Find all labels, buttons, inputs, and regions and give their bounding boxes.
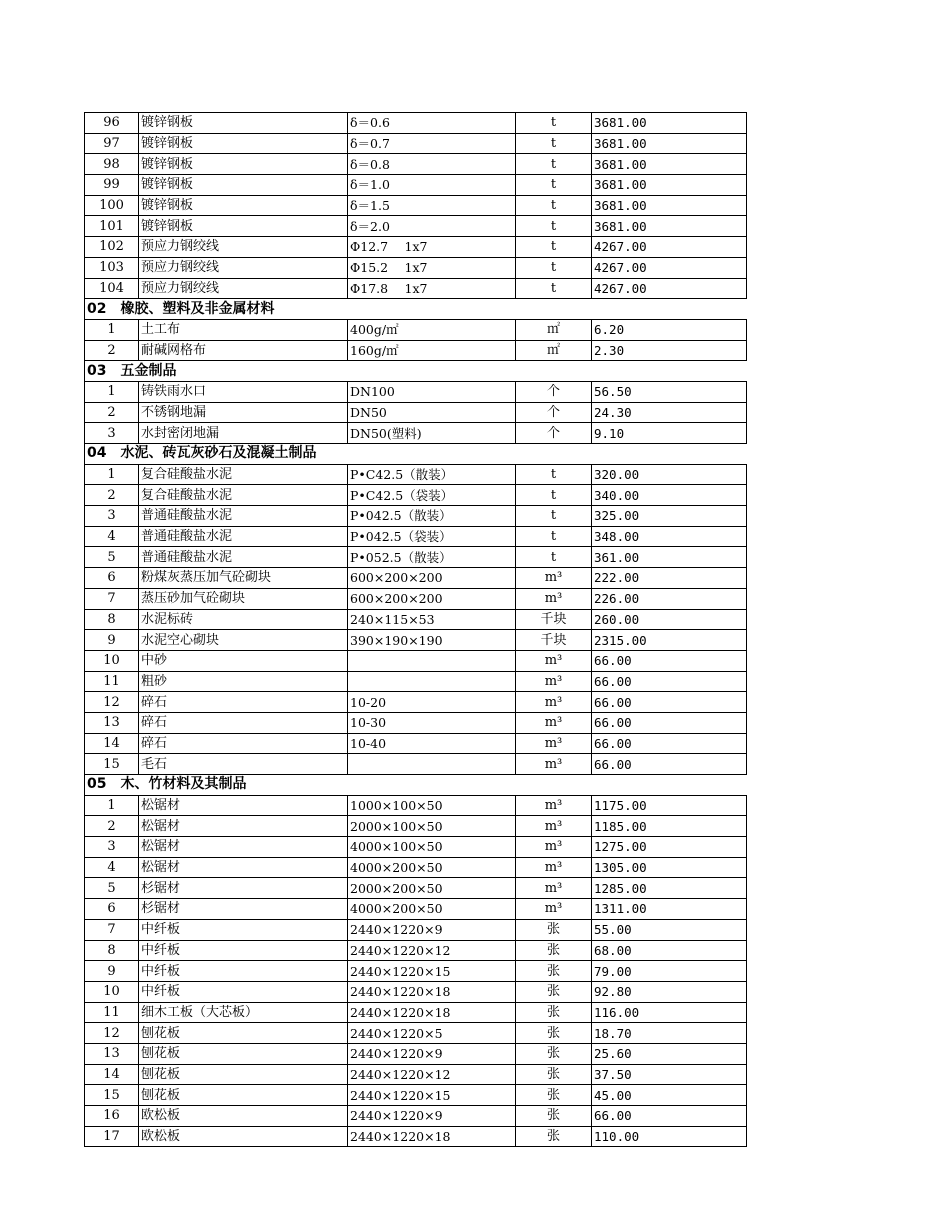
unit-cell: 张 (516, 1002, 592, 1023)
price-cell: 1185.00 (592, 816, 747, 837)
unit-cell: 张 (516, 981, 592, 1002)
spec-cell: 2000×100×50 (348, 816, 516, 837)
material-name-cell: 水封密闭地漏 (139, 423, 348, 444)
section-title: 02 橡胶、塑料及非金属材料 (85, 299, 747, 320)
spec-cell: 2440×1220×15 (348, 961, 516, 982)
item-number-cell: 4 (85, 857, 139, 878)
item-number-cell: 98 (85, 154, 139, 175)
material-name-cell: 镀锌钢板 (139, 133, 348, 154)
price-cell: 68.00 (592, 940, 747, 961)
item-number-cell: 8 (85, 940, 139, 961)
item-number-cell: 14 (85, 1064, 139, 1085)
price-cell: 2.30 (592, 340, 747, 361)
unit-cell: 张 (516, 1023, 592, 1044)
material-name-cell: 镀锌钢板 (139, 216, 348, 237)
item-number-cell: 14 (85, 733, 139, 754)
unit-cell: t (516, 113, 592, 134)
price-cell: 3681.00 (592, 195, 747, 216)
spec-cell: 2000×200×50 (348, 878, 516, 899)
table-row (85, 733, 747, 754)
spec-cell: δ＝0.7 (348, 133, 516, 154)
table-row (85, 257, 747, 278)
section-header-row (85, 299, 747, 320)
material-name-cell: 普通硅酸盐水泥 (139, 547, 348, 568)
table-row (85, 1064, 747, 1085)
spec-cell: 2440×1220×15 (348, 1085, 516, 1106)
price-cell: 325.00 (592, 506, 747, 527)
material-name-cell: 粉煤灰蒸压加气砼砌块 (139, 568, 348, 589)
material-name-cell: 细木工板（大芯板） (139, 1002, 348, 1023)
spec-cell: δ＝1.5 (348, 195, 516, 216)
spec-cell: P•C42.5（袋装） (348, 485, 516, 506)
table-row (85, 1126, 747, 1147)
unit-cell: 千块 (516, 630, 592, 651)
material-name-cell: 松锯材 (139, 837, 348, 858)
unit-cell: m³ (516, 754, 592, 775)
table-row (85, 175, 747, 196)
spec-cell (348, 650, 516, 671)
material-name-cell: 水泥标砖 (139, 609, 348, 630)
price-cell: 348.00 (592, 526, 747, 547)
spec-cell: 2440×1220×12 (348, 940, 516, 961)
unit-cell: 张 (516, 961, 592, 982)
unit-cell: t (516, 195, 592, 216)
material-name-cell: 镀锌钢板 (139, 175, 348, 196)
table-row (85, 423, 747, 444)
price-cell: 66.00 (592, 754, 747, 775)
unit-cell: m³ (516, 692, 592, 713)
item-number-cell: 12 (85, 1023, 139, 1044)
price-cell: 66.00 (592, 1106, 747, 1127)
material-name-cell: 中纤板 (139, 981, 348, 1002)
spec-cell: 4000×200×50 (348, 899, 516, 920)
price-cell: 55.00 (592, 919, 747, 940)
table-row (85, 961, 747, 982)
table-row (85, 816, 747, 837)
material-name-cell: 土工布 (139, 319, 348, 340)
material-name-cell: 镀锌钢板 (139, 113, 348, 134)
table-row (85, 154, 747, 175)
item-number-cell: 4 (85, 526, 139, 547)
table-row (85, 278, 747, 299)
item-number-cell: 102 (85, 237, 139, 258)
unit-cell: ㎡ (516, 340, 592, 361)
price-cell: 260.00 (592, 609, 747, 630)
spec-cell: 2440×1220×5 (348, 1023, 516, 1044)
section-header-row (85, 361, 747, 382)
price-cell: 25.60 (592, 1043, 747, 1064)
spec-cell: 2440×1220×18 (348, 1002, 516, 1023)
unit-cell: t (516, 464, 592, 485)
spec-cell: DN100 (348, 381, 516, 402)
material-name-cell: 中砂 (139, 650, 348, 671)
table-row (85, 216, 747, 237)
material-name-cell: 刨花板 (139, 1023, 348, 1044)
table-row (85, 712, 747, 733)
table-row (85, 899, 747, 920)
price-cell: 1311.00 (592, 899, 747, 920)
unit-cell: m³ (516, 568, 592, 589)
item-number-cell: 15 (85, 1085, 139, 1106)
price-cell: 18.70 (592, 1023, 747, 1044)
price-cell: 92.80 (592, 981, 747, 1002)
material-name-cell: 耐碱网格布 (139, 340, 348, 361)
price-cell: 320.00 (592, 464, 747, 485)
item-number-cell: 13 (85, 1043, 139, 1064)
material-name-cell: 中纤板 (139, 940, 348, 961)
material-name-cell: 杉锯材 (139, 878, 348, 899)
unit-cell: m³ (516, 671, 592, 692)
unit-cell: t (516, 257, 592, 278)
item-number-cell: 17 (85, 1126, 139, 1147)
price-cell: 3681.00 (592, 175, 747, 196)
spec-cell: 10-40 (348, 733, 516, 754)
spec-cell: P•C42.5（散装） (348, 464, 516, 485)
section-header-row (85, 444, 747, 465)
item-number-cell: 11 (85, 1002, 139, 1023)
material-name-cell: 毛石 (139, 754, 348, 775)
material-name-cell: 粗砂 (139, 671, 348, 692)
price-cell: 340.00 (592, 485, 747, 506)
item-number-cell: 10 (85, 650, 139, 671)
material-name-cell: 松锯材 (139, 795, 348, 816)
table-row (85, 319, 747, 340)
material-name-cell: 碎石 (139, 692, 348, 713)
material-name-cell: 预应力钢绞线 (139, 257, 348, 278)
unit-cell: t (516, 133, 592, 154)
item-number-cell: 97 (85, 133, 139, 154)
material-name-cell: 杉锯材 (139, 899, 348, 920)
item-number-cell: 7 (85, 919, 139, 940)
spec-cell: 10-30 (348, 712, 516, 733)
unit-cell: t (516, 506, 592, 527)
spec-cell: DN50 (348, 402, 516, 423)
price-cell: 1305.00 (592, 857, 747, 878)
material-name-cell: 普通硅酸盐水泥 (139, 526, 348, 547)
item-number-cell: 6 (85, 899, 139, 920)
material-name-cell: 普通硅酸盐水泥 (139, 506, 348, 527)
spec-cell: δ＝2.0 (348, 216, 516, 237)
spec-cell: 160g/㎡ (348, 340, 516, 361)
unit-cell: m³ (516, 795, 592, 816)
price-cell: 116.00 (592, 1002, 747, 1023)
table-row (85, 547, 747, 568)
item-number-cell: 100 (85, 195, 139, 216)
item-number-cell: 1 (85, 381, 139, 402)
unit-cell: t (516, 278, 592, 299)
material-name-cell: 铸铁雨水口 (139, 381, 348, 402)
material-name-cell: 松锯材 (139, 857, 348, 878)
table-row (85, 919, 747, 940)
table-row (85, 857, 747, 878)
table-row (85, 609, 747, 630)
unit-cell: 张 (516, 1043, 592, 1064)
spec-cell: Φ12.7 1x7 (348, 237, 516, 258)
price-cell: 56.50 (592, 381, 747, 402)
table-row (85, 1085, 747, 1106)
price-cell: 3681.00 (592, 113, 747, 134)
unit-cell: 张 (516, 1085, 592, 1106)
table-row (85, 630, 747, 651)
table-row (85, 1002, 747, 1023)
spec-cell: 2440×1220×9 (348, 1106, 516, 1127)
price-cell: 1285.00 (592, 878, 747, 899)
table-row (85, 133, 747, 154)
spec-cell: 10-20 (348, 692, 516, 713)
spec-cell: 2440×1220×18 (348, 981, 516, 1002)
spec-cell: δ＝1.0 (348, 175, 516, 196)
item-number-cell: 12 (85, 692, 139, 713)
price-cell: 45.00 (592, 1085, 747, 1106)
price-cell: 1175.00 (592, 795, 747, 816)
table-row (85, 837, 747, 858)
spec-cell: P•042.5（袋装） (348, 526, 516, 547)
item-number-cell: 2 (85, 816, 139, 837)
unit-cell: 个 (516, 381, 592, 402)
unit-cell: m³ (516, 733, 592, 754)
price-cell: 226.00 (592, 588, 747, 609)
table-body (85, 113, 747, 1147)
price-cell: 4267.00 (592, 278, 747, 299)
item-number-cell: 11 (85, 671, 139, 692)
item-number-cell: 99 (85, 175, 139, 196)
price-cell: 66.00 (592, 733, 747, 754)
table-row (85, 1043, 747, 1064)
unit-cell: m³ (516, 588, 592, 609)
material-name-cell: 预应力钢绞线 (139, 278, 348, 299)
price-cell: 6.20 (592, 319, 747, 340)
material-name-cell: 复合硅酸盐水泥 (139, 485, 348, 506)
unit-cell: 个 (516, 423, 592, 444)
item-number-cell: 104 (85, 278, 139, 299)
spec-cell: 600×200×200 (348, 568, 516, 589)
item-number-cell: 6 (85, 568, 139, 589)
table-row (85, 237, 747, 258)
table-row (85, 754, 747, 775)
price-cell: 37.50 (592, 1064, 747, 1085)
price-cell: 3681.00 (592, 133, 747, 154)
item-number-cell: 1 (85, 795, 139, 816)
material-name-cell: 欧松板 (139, 1106, 348, 1127)
item-number-cell: 15 (85, 754, 139, 775)
table-row (85, 402, 747, 423)
material-name-cell: 碎石 (139, 712, 348, 733)
spec-cell (348, 671, 516, 692)
table-row (85, 692, 747, 713)
unit-cell: t (516, 216, 592, 237)
unit-cell: t (516, 154, 592, 175)
material-name-cell: 镀锌钢板 (139, 195, 348, 216)
unit-cell: 千块 (516, 609, 592, 630)
price-cell: 4267.00 (592, 237, 747, 258)
material-name-cell: 刨花板 (139, 1085, 348, 1106)
price-cell: 66.00 (592, 650, 747, 671)
unit-cell: ㎡ (516, 319, 592, 340)
section-title: 05 木、竹材料及其制品 (85, 775, 747, 796)
price-cell: 66.00 (592, 671, 747, 692)
item-number-cell: 5 (85, 878, 139, 899)
table-row (85, 671, 747, 692)
spec-cell: Φ15.2 1x7 (348, 257, 516, 278)
table-row (85, 650, 747, 671)
unit-cell: 张 (516, 919, 592, 940)
item-number-cell: 5 (85, 547, 139, 568)
item-number-cell: 1 (85, 319, 139, 340)
material-name-cell: 刨花板 (139, 1043, 348, 1064)
unit-cell: t (516, 175, 592, 196)
material-name-cell: 中纤板 (139, 961, 348, 982)
material-name-cell: 复合硅酸盐水泥 (139, 464, 348, 485)
item-number-cell: 7 (85, 588, 139, 609)
spec-cell: P•042.5（散装） (348, 506, 516, 527)
price-cell: 79.00 (592, 961, 747, 982)
table-row (85, 381, 747, 402)
item-number-cell: 9 (85, 630, 139, 651)
price-cell: 1275.00 (592, 837, 747, 858)
price-cell: 24.30 (592, 402, 747, 423)
price-cell: 222.00 (592, 568, 747, 589)
price-cell: 361.00 (592, 547, 747, 568)
item-number-cell: 103 (85, 257, 139, 278)
spec-cell: Φ17.8 1x7 (348, 278, 516, 299)
table-row (85, 464, 747, 485)
unit-cell: 个 (516, 402, 592, 423)
table-row (85, 878, 747, 899)
table-row (85, 1023, 747, 1044)
unit-cell: 张 (516, 1064, 592, 1085)
unit-cell: 张 (516, 940, 592, 961)
table-row (85, 795, 747, 816)
material-name-cell: 刨花板 (139, 1064, 348, 1085)
material-name-cell: 蒸压砂加气砼砌块 (139, 588, 348, 609)
item-number-cell: 16 (85, 1106, 139, 1127)
price-cell: 2315.00 (592, 630, 747, 651)
spec-cell: 1000×100×50 (348, 795, 516, 816)
unit-cell: m³ (516, 712, 592, 733)
unit-cell: m³ (516, 837, 592, 858)
unit-cell: t (516, 237, 592, 258)
spec-cell: 240×115×53 (348, 609, 516, 630)
material-name-cell: 中纤板 (139, 919, 348, 940)
unit-cell: m³ (516, 899, 592, 920)
item-number-cell: 3 (85, 837, 139, 858)
section-header-row (85, 775, 747, 796)
table-row (85, 340, 747, 361)
spec-cell: 400g/㎡ (348, 319, 516, 340)
price-cell: 3681.00 (592, 216, 747, 237)
material-name-cell: 预应力钢绞线 (139, 237, 348, 258)
material-name-cell: 镀锌钢板 (139, 154, 348, 175)
table-row (85, 568, 747, 589)
spec-cell: 4000×200×50 (348, 857, 516, 878)
spec-cell: DN50(塑料) (348, 423, 516, 444)
table-row (85, 588, 747, 609)
table-row (85, 981, 747, 1002)
item-number-cell: 2 (85, 485, 139, 506)
item-number-cell: 2 (85, 340, 139, 361)
unit-cell: m³ (516, 878, 592, 899)
unit-cell: t (516, 526, 592, 547)
item-number-cell: 13 (85, 712, 139, 733)
item-number-cell: 8 (85, 609, 139, 630)
item-number-cell: 10 (85, 981, 139, 1002)
table-row (85, 113, 747, 134)
section-title: 04 水泥、砖瓦灰砂石及混凝土制品 (85, 444, 747, 465)
unit-cell: 张 (516, 1126, 592, 1147)
section-title: 03 五金制品 (85, 361, 747, 382)
unit-cell: 张 (516, 1106, 592, 1127)
spec-cell: 2440×1220×18 (348, 1126, 516, 1147)
materials-price-table (84, 112, 747, 1147)
material-name-cell: 不锈钢地漏 (139, 402, 348, 423)
table-row (85, 940, 747, 961)
material-name-cell: 水泥空心砌块 (139, 630, 348, 651)
spec-cell: P•052.5（散装） (348, 547, 516, 568)
spec-cell: δ＝0.8 (348, 154, 516, 175)
material-name-cell: 松锯材 (139, 816, 348, 837)
price-cell: 3681.00 (592, 154, 747, 175)
spec-cell: 2440×1220×9 (348, 919, 516, 940)
item-number-cell: 1 (85, 464, 139, 485)
unit-cell: m³ (516, 816, 592, 837)
table-row (85, 506, 747, 527)
table-row (85, 485, 747, 506)
unit-cell: t (516, 485, 592, 506)
spec-cell (348, 754, 516, 775)
table-row (85, 526, 747, 547)
table-row (85, 195, 747, 216)
spec-cell: 600×200×200 (348, 588, 516, 609)
item-number-cell: 101 (85, 216, 139, 237)
item-number-cell: 96 (85, 113, 139, 134)
price-cell: 9.10 (592, 423, 747, 444)
price-sheet (84, 112, 746, 1147)
item-number-cell: 3 (85, 506, 139, 527)
spec-cell: δ＝0.6 (348, 113, 516, 134)
unit-cell: t (516, 547, 592, 568)
spec-cell: 2440×1220×12 (348, 1064, 516, 1085)
price-cell: 66.00 (592, 712, 747, 733)
spec-cell: 2440×1220×9 (348, 1043, 516, 1064)
item-number-cell: 3 (85, 423, 139, 444)
price-cell: 66.00 (592, 692, 747, 713)
price-cell: 4267.00 (592, 257, 747, 278)
spec-cell: 390×190×190 (348, 630, 516, 651)
price-cell: 110.00 (592, 1126, 747, 1147)
material-name-cell: 欧松板 (139, 1126, 348, 1147)
item-number-cell: 9 (85, 961, 139, 982)
table-row (85, 1106, 747, 1127)
unit-cell: m³ (516, 857, 592, 878)
unit-cell: m³ (516, 650, 592, 671)
item-number-cell: 2 (85, 402, 139, 423)
material-name-cell: 碎石 (139, 733, 348, 754)
spec-cell: 4000×100×50 (348, 837, 516, 858)
